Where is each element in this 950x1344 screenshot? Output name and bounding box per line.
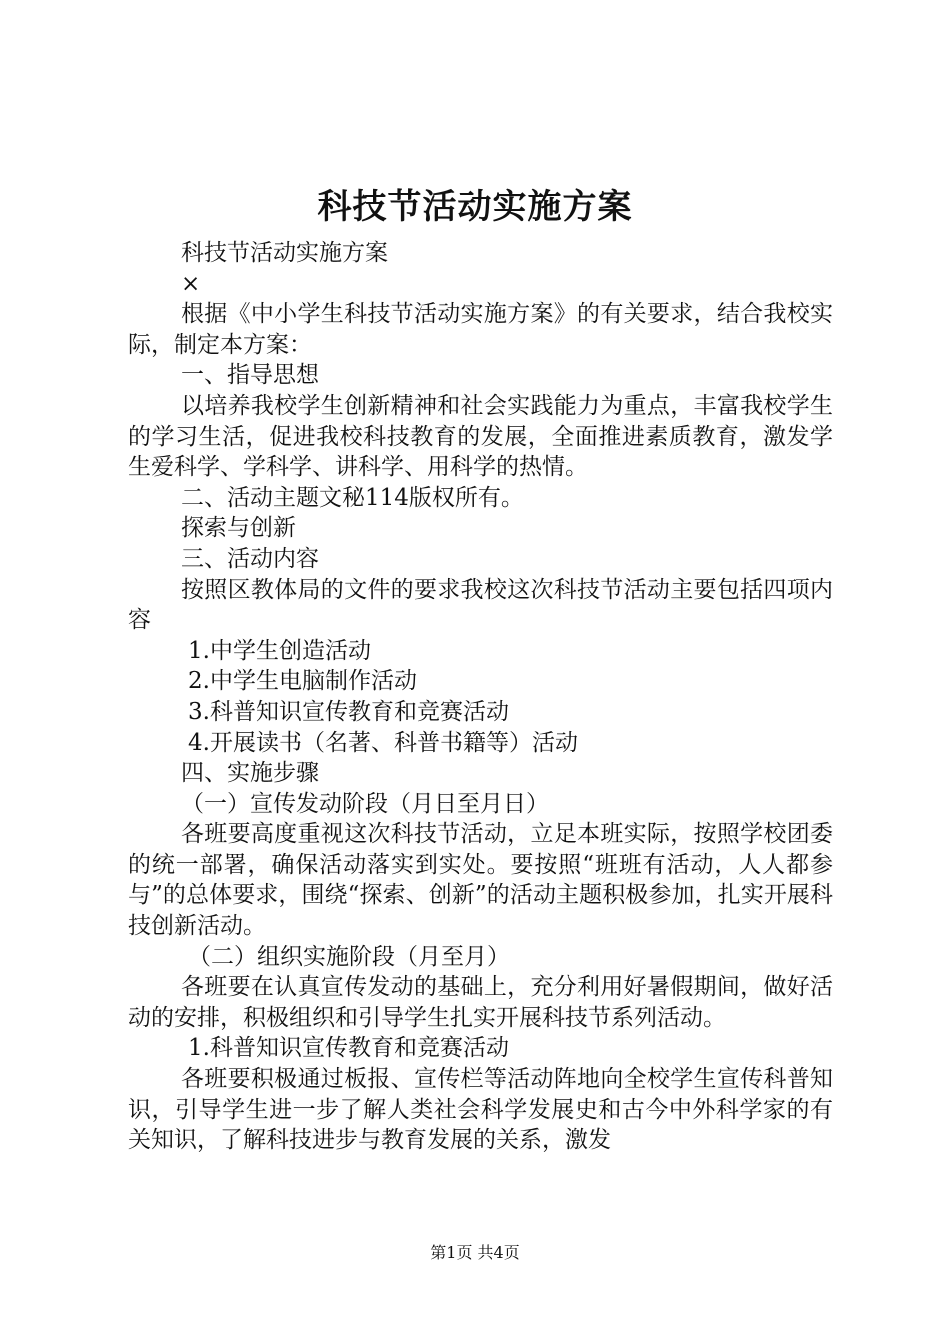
list-item-4: 4.开展读书（名著、科普书籍等）活动 [188, 729, 578, 756]
paragraph-stage-1: 各班要高度重视这次科技节活动，立足本班实际，按照学校团委的统一部署，确保活动落实到实处。要按照“班班有活动，人人都参与”的总体要求，围绕“探索、创新”的活动主题积极参加，扎实开展科技创新活动。 [128, 821, 833, 940]
subsection-heading-1: （一）宣传发动阶段（月日至月日） [181, 790, 549, 817]
subsection-heading-2: （二）组织实施阶段（月至月） [188, 943, 510, 970]
paragraph-theme: 探索与创新 [181, 515, 296, 542]
paragraph-intro: 根据《中小学生科技节活动实施方案》的有关要求，结合我校实际，制定本方案： [128, 301, 833, 358]
section-heading-3: 三、活动内容 [181, 545, 319, 572]
section-heading-1: 一、指导思想 [181, 362, 319, 389]
document-body [128, 238, 833, 1156]
section-heading-4: 四、实施步骤 [181, 760, 319, 787]
list-item-3: 3.科普知识宣传教育和竞赛活动 [188, 698, 509, 725]
paragraph-mark: × [181, 270, 201, 297]
page-footer: 第1页 共4页 [430, 1243, 520, 1262]
page-title: 科技节活动实施方案 [317, 187, 633, 227]
section-heading-2: 二、活动主题文秘114版权所有。 [181, 484, 524, 511]
paragraph-science-education: 各班要积极通过板报、宣传栏等活动阵地向全校学生宣传科普知识，引导学生进一步了解人类社会科学发展史和古今中外科学家的有关知识，了解科技进步与教育发展的关系，激发 [128, 1066, 833, 1154]
paragraph-stage-2: 各班要在认真宣传发动的基础上，充分利用好暑假期间，做好活动的安排，积极组织和引导学生扎实开展科技节系列活动。 [128, 974, 833, 1031]
paragraph-content-intro: 按照区教体局的文件的要求我校这次科技节活动主要包括四项内容 [128, 576, 833, 634]
paragraph-subtitle: 科技节活动实施方案 [181, 240, 388, 266]
list-item-2: 2.中学生电脑制作活动 [188, 668, 417, 695]
subsection-item-1: 1.科普知识宣传教育和竞赛活动 [188, 1035, 509, 1062]
paragraph-guiding-thought: 以培养我校学生创新精神和社会实践能力为重点，丰富我校学生的学习生活，促进我校科技教育的发展，全面推进素质教育，激发学生爱科学、学科学、讲科学、用科学的热情。 [128, 392, 833, 481]
list-item-1: 1.中学生创造活动 [188, 637, 371, 664]
